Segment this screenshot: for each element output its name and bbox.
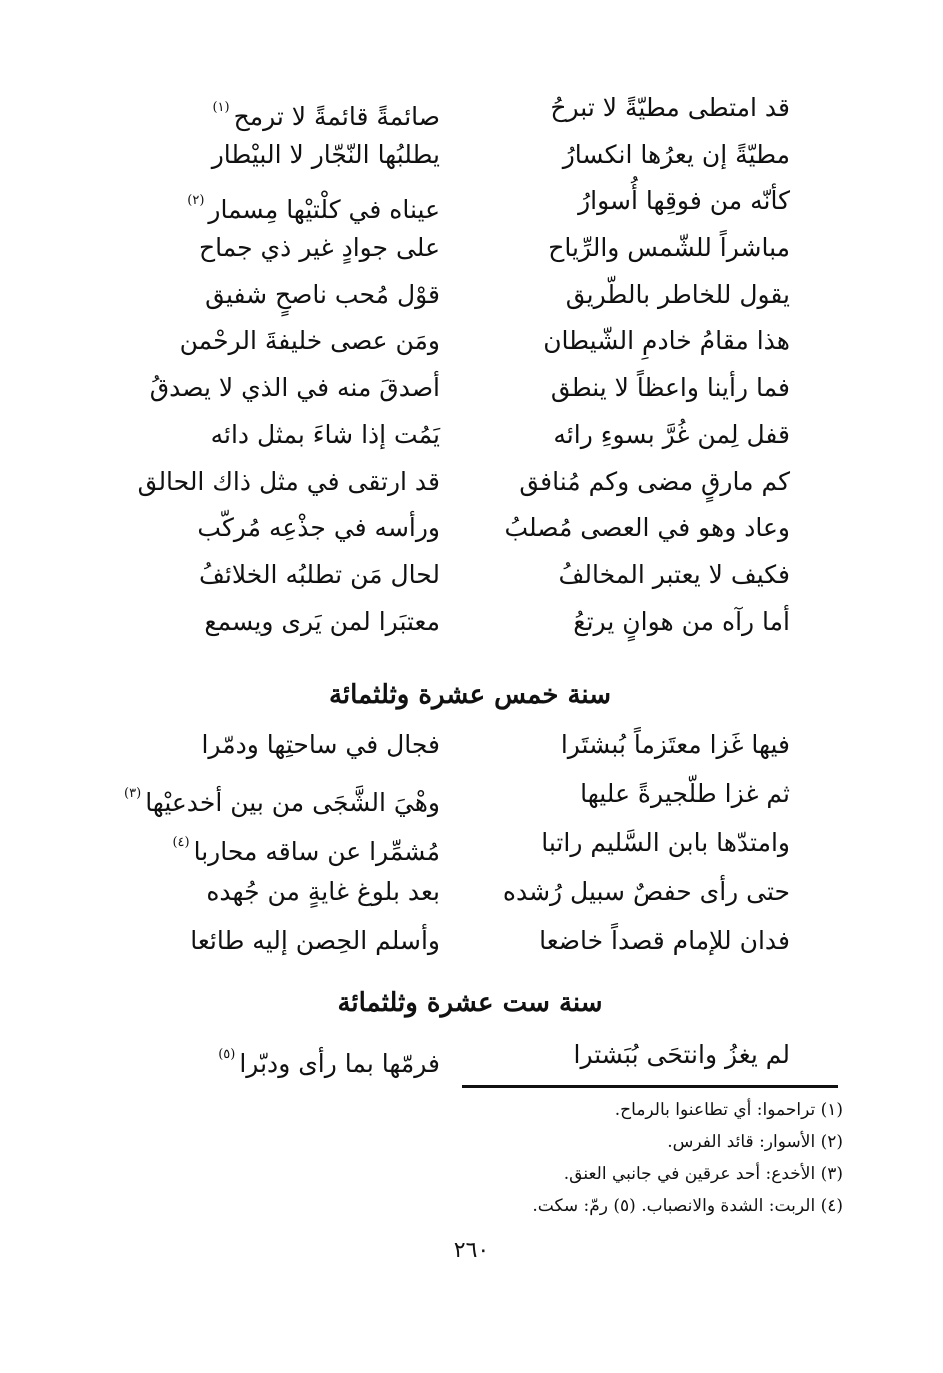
- footnote-marker: (٥): [218, 1047, 236, 1062]
- footnote-marker: (١): [212, 100, 230, 115]
- footnote-marker: (٢): [187, 193, 205, 209]
- verse-block-1: [137, 85, 790, 645]
- first-hemistich: كأنّه من فوقِها أُسوارُ: [578, 186, 790, 216]
- hemistich-text: مُشمِّرا عن ساقه محاربا: [193, 837, 440, 866]
- second-hemistich: وأسلم الحِصن إليه طائعا: [190, 926, 440, 955]
- first-hemistich: فكيف لا يعتبر المخالفُ: [558, 559, 790, 589]
- second-hemistich: قوْل مُحب ناصحٍ شفيق: [205, 279, 440, 309]
- first-hemistich: فدان للإمام قصداً خاضعا: [539, 926, 790, 955]
- second-hemistich: قد ارتقى في مثل ذاك الحالق: [137, 466, 440, 496]
- verse-line: [150, 1032, 790, 1079]
- section-heading-315: سنة خمس عشرة وثلثمائة: [328, 680, 612, 710]
- verse-line: [150, 867, 790, 916]
- verse-line: [150, 178, 790, 225]
- footnote-marker: (٤): [172, 835, 190, 850]
- first-hemistich: حتى رأى حفصٌ سبيل رُشده: [502, 877, 790, 906]
- verse-line: [150, 132, 790, 179]
- verse-line: [150, 720, 790, 769]
- second-hemistich: يطلبُها النّجّار لا البيْطار: [211, 139, 440, 169]
- footnote: (٤) الربت: الشدة والانصباب. (٥) رمّ: سكت.: [532, 1196, 843, 1216]
- verse-line: [150, 599, 790, 646]
- verse-line: [150, 818, 790, 867]
- verse-line: [150, 85, 790, 132]
- footnote: (٢) الأسوار: قائد الفرس.: [667, 1132, 843, 1152]
- second-hemistich: ورأسه في جذْعِه مُركّب: [197, 513, 440, 543]
- first-hemistich: قفل لِمن غُرَّ بسوءِ رائه: [553, 419, 790, 449]
- second-hemistich: يَمُت إذا شاءَ بمثل دائه: [210, 419, 440, 449]
- second-hemistich: ومَن عصى خليفةَ الرحْمن: [179, 326, 440, 356]
- first-hemistich: هذا مقامُ خادمِ الشّيطان: [543, 326, 790, 356]
- verse-line: [150, 225, 790, 272]
- footnote: (٣) الأخدع: أحد عرقين في جانبي العنق.: [563, 1164, 843, 1184]
- second-hemistich: فجال في ساحتِها ودمّرا: [201, 730, 440, 759]
- first-hemistich: كم مارقٍ مضى وكم مُنافق: [519, 466, 790, 496]
- first-hemistich: مباشراً للشّمس والرِّياح: [548, 233, 790, 263]
- verse-block-3: [150, 1032, 790, 1079]
- verse-line: [150, 916, 790, 965]
- page-number: ٢٦٠: [453, 1238, 490, 1263]
- second-hemistich: معتبَرا لمن يَرى ويسمع: [204, 606, 440, 636]
- footnotes: [283, 1094, 843, 1222]
- footnote: (١) تراحموا: أي تطاعنوا بالرماح.: [614, 1100, 843, 1120]
- verse-block-2: [124, 720, 790, 965]
- verse-line: [150, 318, 790, 365]
- footnote-marker: (٣): [124, 786, 142, 801]
- first-hemistich: أما رآه من هوانٍ يرتعُ: [573, 606, 790, 636]
- second-hemistich: على جوادٍ غير ذي جماح: [198, 233, 440, 263]
- second-hemistich: أصدقَ منه في الذي لا يصدقُ: [149, 373, 440, 403]
- first-hemistich: ثم غزا طلّجيرةً عليها: [580, 779, 790, 808]
- first-hemistich: مطيّةً إن يعرُها انكسارُ: [562, 139, 790, 169]
- verse-line: [150, 365, 790, 412]
- second-hemistich: لحال مَن تطلبُه الخلائفُ: [199, 559, 440, 589]
- first-hemistich: فما رأينا واعظاً لا ينطق: [550, 373, 790, 403]
- hemistich-text: عيناه في كلْتيْها مِسمار: [208, 195, 440, 225]
- hemistich-text: فرمّها بما رأى ودبّرا: [239, 1049, 440, 1078]
- hemistich-text: وهْيَ الشَّجَى من بين أخدعيْها: [145, 788, 440, 817]
- first-hemistich: لم يغزُ وانتحَى بُبَشترا: [573, 1040, 790, 1069]
- first-hemistich: وامتدّها بابن السَّليم راتبا: [541, 828, 790, 857]
- second-hemistich: بعد بلوغ غايةٍ من جُهده: [206, 877, 440, 906]
- hemistich-text: صائمةً قائمةً لا ترمح: [233, 102, 440, 131]
- section-heading-316: سنة ست عشرة وثلثمائة: [337, 988, 603, 1018]
- first-hemistich: يقول للخاطر بالطّريق: [565, 279, 790, 309]
- verse-line: [124, 769, 790, 818]
- verse-line: [150, 272, 790, 319]
- verse-line: [150, 505, 790, 552]
- first-hemistich: وعاد وهو في العصى مُصلبُ: [504, 513, 790, 543]
- first-hemistich: قد امتطى مطيّةً لا تبرحُ: [550, 93, 790, 122]
- first-hemistich: فيها غَزا معتَزماً بُبشتَرا: [560, 730, 790, 759]
- verse-line: [150, 552, 790, 599]
- second-hemistich: [218, 1032, 440, 1088]
- verse-line: [137, 459, 790, 506]
- footnote-divider: [462, 1085, 838, 1088]
- verse-line: [150, 412, 790, 459]
